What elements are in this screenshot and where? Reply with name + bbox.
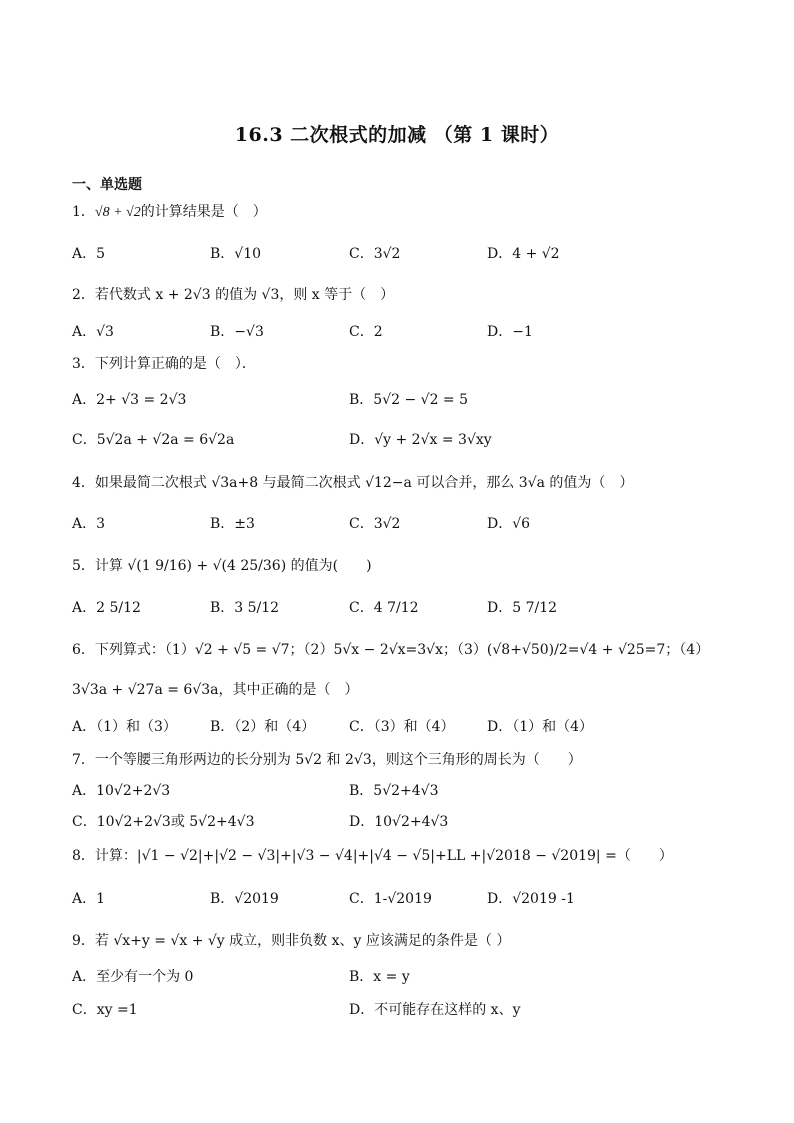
question-9: 9．若 √x+y = √x + √y 成立，则非负数 x、y 应该满足的条件是（ ）	[72, 933, 511, 949]
q2-option-a[interactable]: A．√3	[72, 324, 114, 340]
question-5: 5．计算 √(1 9/16) + √(4 25/36) 的值为( )	[72, 558, 372, 574]
q9-option-a[interactable]: A．至少有一个为 0	[72, 969, 194, 985]
q4-option-c[interactable]: C．3√2	[349, 516, 401, 532]
q5-option-d[interactable]: D．5 7/12	[487, 600, 558, 616]
q9-option-d[interactable]: D．不可能存在这样的 x、y	[349, 1002, 521, 1018]
question-6-line-1: 6．下列算式：（1）√2 + √5 = √7；（2）5√x − 2√x=3√x；（3）(√8+√50)/2=√4 + √25=7；（4）	[72, 642, 710, 658]
question-3: 3．下列计算正确的是（ ）．	[72, 356, 256, 372]
page-title: 16.3 二次根式的加减 （第 1 课时）	[234, 124, 560, 146]
q4-option-a[interactable]: A．3	[72, 516, 106, 532]
question-4: 4．如果最简二次根式 √3a+8 与最简二次根式 √12−a 可以合并，那么 3√a 的值为（ ）	[72, 475, 634, 491]
q7-option-a[interactable]: A．10√2+2√3	[72, 783, 171, 799]
question-7: 7．一个等腰三角形两边的长分别为 5√2 和 2√3，则这个三角形的周长为（ ）	[72, 752, 582, 768]
q9-option-b[interactable]: B．x = y	[349, 969, 410, 985]
q6-option-b[interactable]: B．（2）和（4）	[210, 719, 316, 735]
q4-option-b[interactable]: B．±3	[210, 516, 255, 532]
section-heading: 一、单选题	[72, 177, 142, 193]
q6-option-a[interactable]: A．（1）和（3）	[72, 719, 177, 735]
q3-option-a[interactable]: A．2+ √3 = 2√3	[72, 392, 187, 408]
q2-option-c[interactable]: C．2	[349, 324, 383, 340]
q3-option-b[interactable]: B．5√2 − √2 = 5	[349, 392, 469, 408]
q2-option-d[interactable]: D．−1	[487, 324, 533, 340]
q8-option-b[interactable]: B．√2019	[210, 891, 279, 907]
q1-option-c[interactable]: C．3√2	[349, 246, 401, 262]
q1-stem: 的计算结果是（ ）	[140, 204, 267, 220]
question-6-line-2: 3√3a + √27a = 6√3a，其中正确的是（ ）	[72, 682, 359, 698]
question-8: 8．计算：|√1 − √2|+|√2 − √3|+|√3 − √4|+|√4 − √5|+LL +|√2018 − √2019| =（ ）	[72, 848, 673, 864]
q5-option-b[interactable]: B．3 5/12	[210, 600, 280, 616]
q1-option-b[interactable]: B．√10	[210, 246, 262, 262]
q3-option-c[interactable]: C．5√2a + √2a = 6√2a	[72, 432, 235, 448]
q8-option-a[interactable]: A．1	[72, 891, 106, 907]
q1-expression: √8 + √2	[94, 205, 141, 220]
q7-option-b[interactable]: B．5√2+4√3	[349, 783, 439, 799]
q1-number: 1．	[72, 204, 95, 220]
q6-option-c[interactable]: C．（3）和（4）	[349, 719, 455, 735]
q1-option-d[interactable]: D．4 + √2	[487, 246, 560, 262]
q6-option-d[interactable]: D．（1）和（4）	[487, 719, 594, 735]
q7-option-c[interactable]: C．10√2+2√3或 5√2+4√3	[72, 814, 255, 830]
q2-option-b[interactable]: B．−√3	[210, 324, 264, 340]
question-1	[72, 202, 267, 223]
q3-option-d[interactable]: D．√y + 2√x = 3√xy	[349, 432, 492, 448]
question-2: 2．若代数式 x + 2√3 的值为 √3，则 x 等于（ ）	[72, 287, 395, 303]
q1-option-a[interactable]: A．5	[72, 246, 106, 262]
q5-option-a[interactable]: A．2 5/12	[72, 600, 141, 616]
q8-option-d[interactable]: D．√2019 -1	[487, 891, 575, 907]
q4-option-d[interactable]: D．√6	[487, 516, 531, 532]
q5-option-c[interactable]: C．4 7/12	[349, 600, 419, 616]
q9-option-c[interactable]: C．xy =1	[72, 1002, 138, 1018]
q8-option-c[interactable]: C．1-√2019	[349, 891, 432, 907]
q7-option-d[interactable]: D．10√2+4√3	[349, 814, 449, 830]
